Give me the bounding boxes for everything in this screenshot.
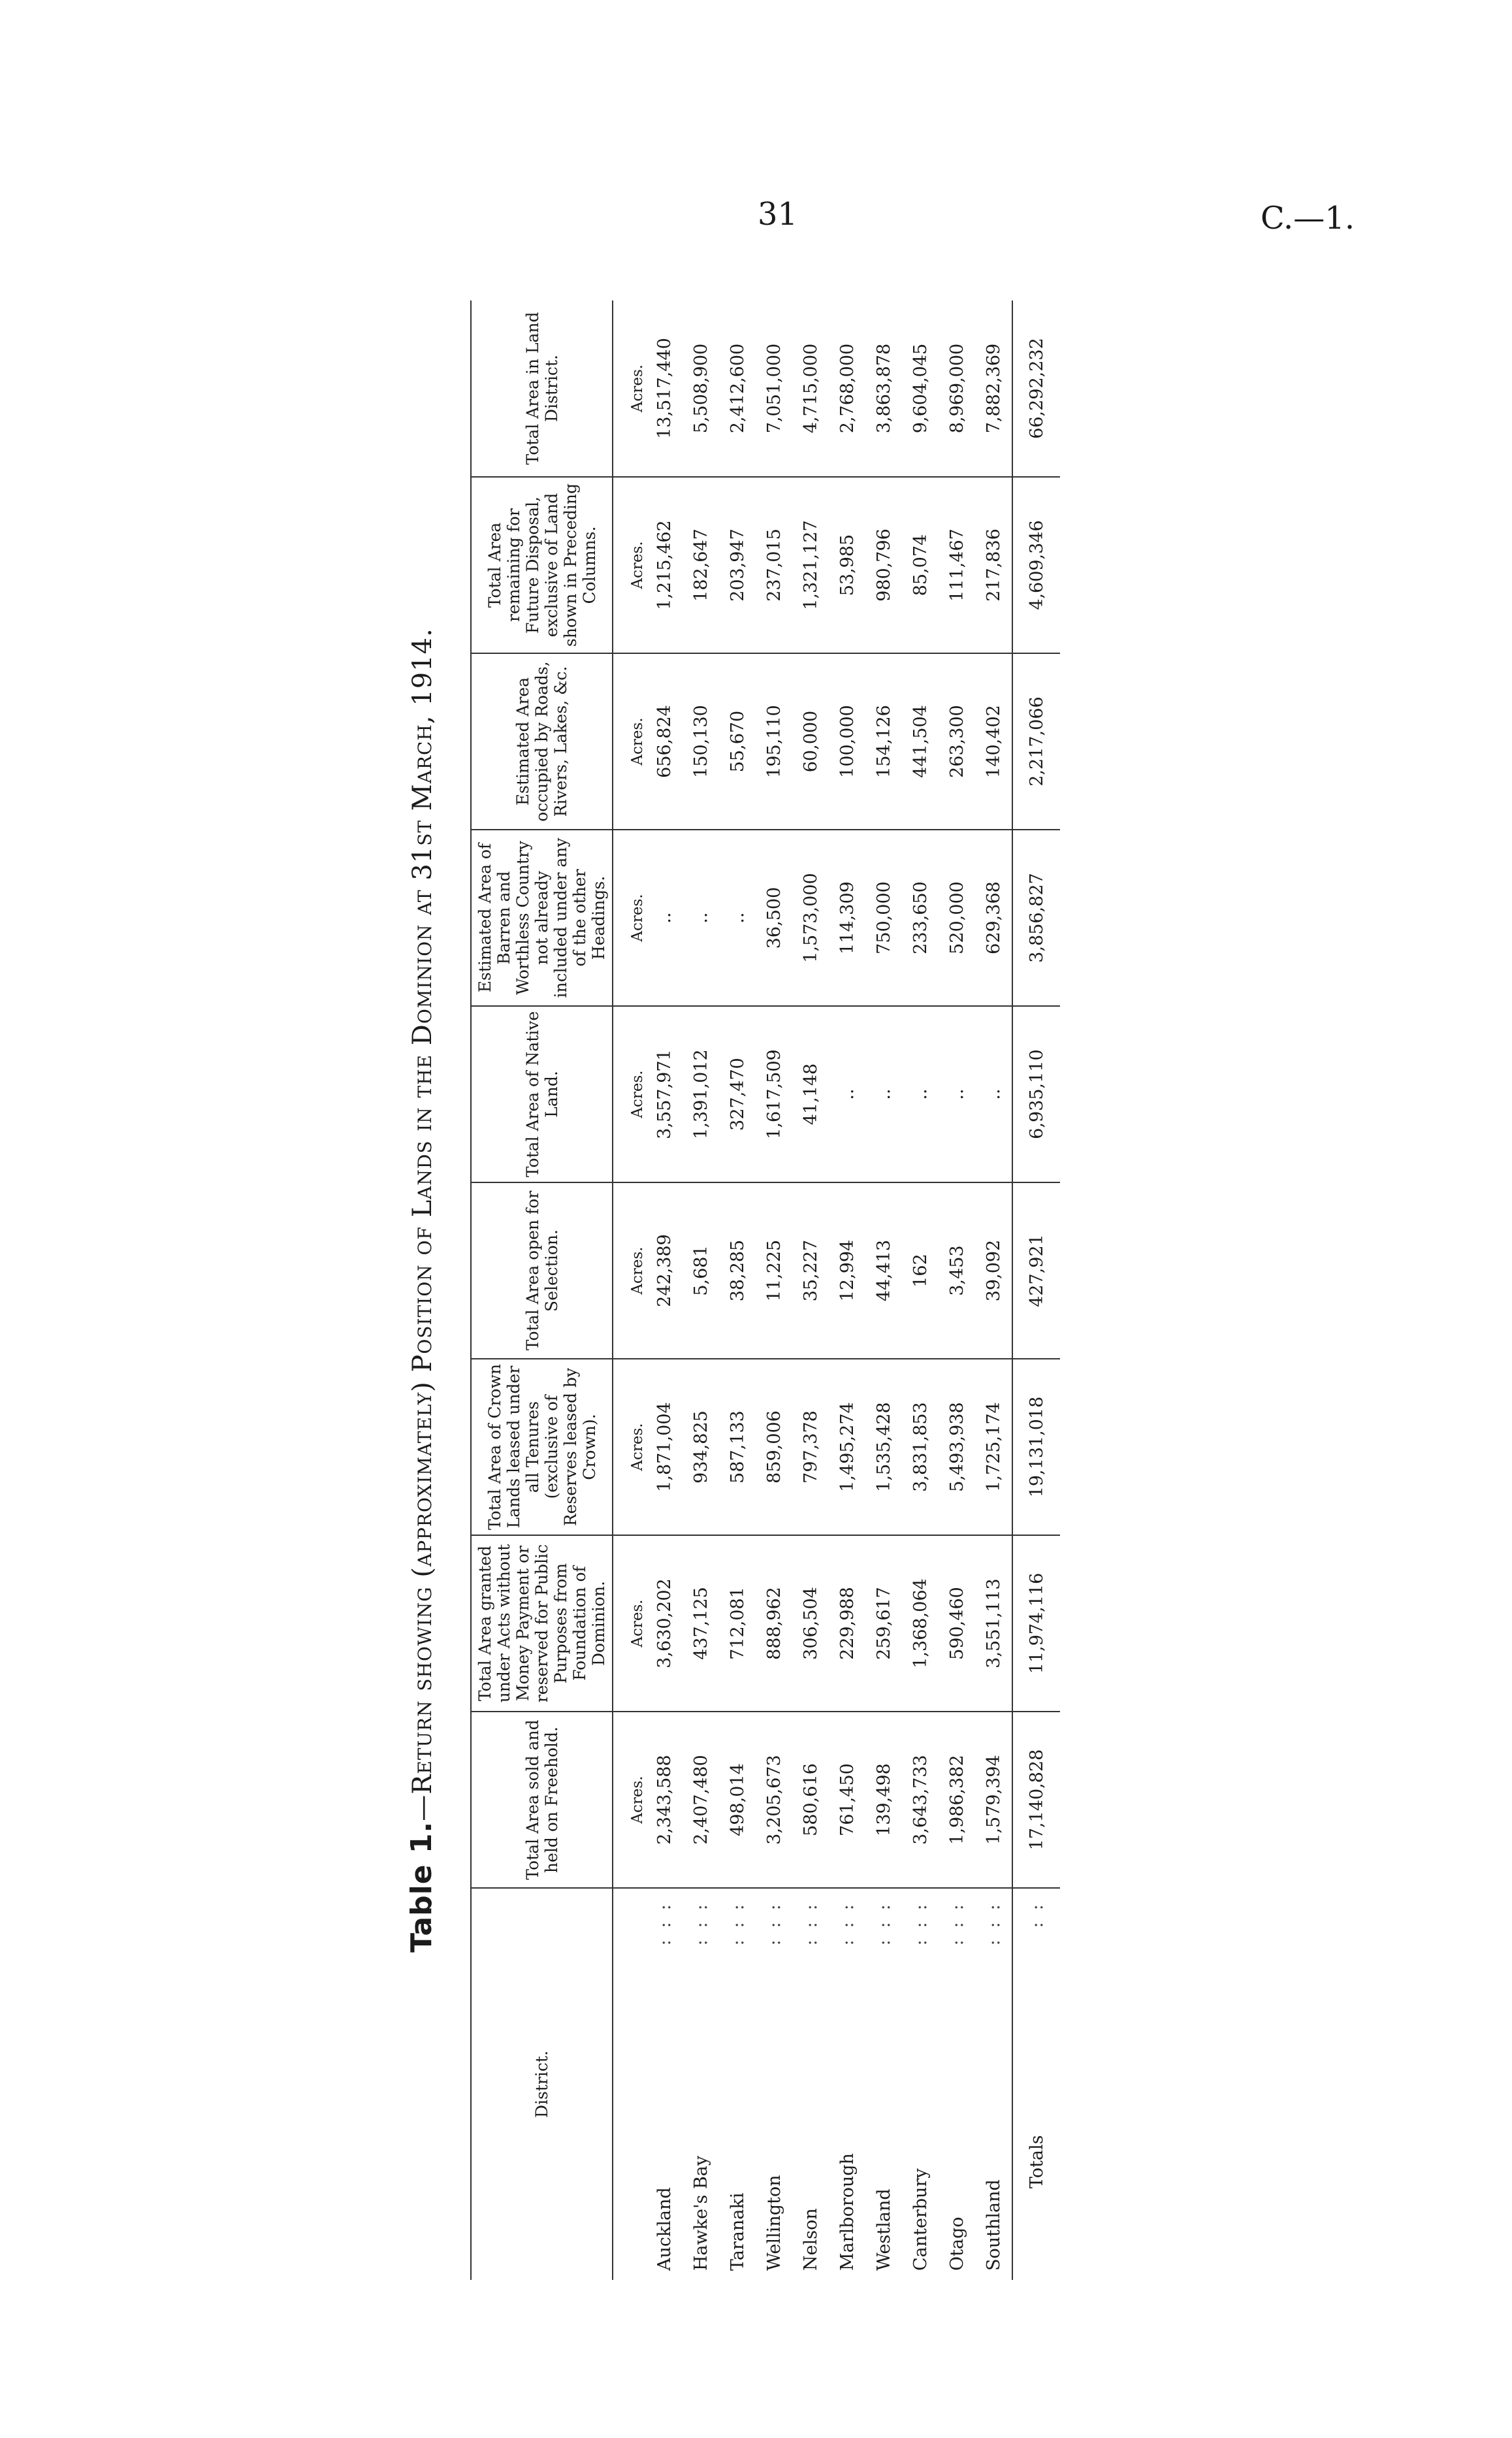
totals-row <box>1012 301 1060 2280</box>
unit-cell: Acres. <box>613 1535 646 1712</box>
value-cell: 1,986,382 <box>939 1712 975 1888</box>
value-cell: 8,969,000 <box>939 301 975 477</box>
value-cell: .. <box>829 1006 865 1182</box>
value-cell: 55,670 <box>719 653 756 830</box>
totals-label-text: Totals <box>1026 2135 1047 2188</box>
unit-cell: Acres. <box>613 301 646 477</box>
district-cell <box>719 1888 756 2280</box>
value-cell: 437,125 <box>683 1535 719 1712</box>
value-cell: 1,871,004 <box>646 1359 683 1535</box>
value-cell: 203,947 <box>719 477 756 653</box>
value-cell: .. <box>683 830 719 1006</box>
value-cell: 11,225 <box>756 1182 792 1359</box>
unit-cell <box>613 1888 646 2280</box>
value-cell: 441,504 <box>902 653 939 830</box>
unit-cell: Acres. <box>613 1359 646 1535</box>
value-cell: 5,508,900 <box>683 301 719 477</box>
value-cell: 140,402 <box>975 653 1012 830</box>
district-cell <box>865 1888 902 2280</box>
district-cell <box>939 1888 975 2280</box>
value-cell: 327,470 <box>719 1006 756 1182</box>
district-name: Nelson <box>800 2208 821 2271</box>
value-cell: 150,130 <box>683 653 719 830</box>
lands-table <box>470 301 1060 2280</box>
value-cell: 85,074 <box>902 477 939 653</box>
column-header: Total Area of Native Land. <box>471 1006 613 1182</box>
rotated-table-frame <box>405 301 1176 2280</box>
value-cell: 2,412,600 <box>719 301 756 477</box>
value-cell: 859,006 <box>756 1359 792 1535</box>
value-cell: 53,985 <box>829 477 865 653</box>
totals-label <box>1012 1888 1060 2280</box>
unit-cell: Acres. <box>613 830 646 1006</box>
value-cell: 39,092 <box>975 1182 1012 1359</box>
value-cell: 5,681 <box>683 1182 719 1359</box>
table-row <box>683 301 719 2280</box>
value-cell: .. <box>902 1006 939 1182</box>
value-cell: 2,768,000 <box>829 301 865 477</box>
table-label: Table 1. <box>405 1821 438 1953</box>
value-cell: 1,573,000 <box>792 830 829 1006</box>
total-cell: 3,856,827 <box>1012 830 1060 1006</box>
value-cell: 498,014 <box>719 1712 756 1888</box>
table-row <box>719 301 756 2280</box>
value-cell: 1,725,174 <box>975 1359 1012 1535</box>
column-header: Total Area sold and held on Freehold. <box>471 1712 613 1888</box>
table-row <box>902 301 939 2280</box>
table-row <box>756 301 792 2280</box>
district-name: Westland <box>873 2188 894 2271</box>
total-cell: 427,921 <box>1012 1182 1060 1359</box>
value-cell: 3,643,733 <box>902 1712 939 1888</box>
district-name: Canterbury <box>910 2168 931 2271</box>
leader-dots: ::: <box>690 1893 711 1946</box>
column-header: Total Area of Crown Lands leased under all Tenures (exclusive of Reserves leased by Crown). <box>471 1359 613 1535</box>
table-row <box>975 301 1012 2280</box>
value-cell: 162 <box>902 1182 939 1359</box>
value-cell: 259,617 <box>865 1535 902 1712</box>
value-cell: 217,836 <box>975 477 1012 653</box>
value-cell: 9,604,045 <box>902 301 939 477</box>
value-cell: 4,715,000 <box>792 301 829 477</box>
table-row <box>939 301 975 2280</box>
unit-cell: Acres. <box>613 477 646 653</box>
value-cell: 38,285 <box>719 1182 756 1359</box>
value-cell: 520,000 <box>939 830 975 1006</box>
value-cell: 797,378 <box>792 1359 829 1535</box>
value-cell: 750,000 <box>865 830 902 1006</box>
district-name: Otago <box>946 2217 967 2271</box>
value-cell: 3,551,113 <box>975 1535 1012 1712</box>
column-header: Total Area open for Selection. <box>471 1182 613 1359</box>
value-cell: 656,824 <box>646 653 683 830</box>
district-name: Auckland <box>654 2187 675 2271</box>
value-cell: 2,407,480 <box>683 1712 719 1888</box>
value-cell: 1,579,394 <box>975 1712 1012 1888</box>
leader-dots: ::: <box>983 1893 1004 1946</box>
total-cell: 2,217,066 <box>1012 653 1060 830</box>
column-header: District. <box>471 1888 613 2280</box>
value-cell: 182,647 <box>683 477 719 653</box>
value-cell: 587,133 <box>719 1359 756 1535</box>
district-cell <box>792 1888 829 2280</box>
value-cell: 100,000 <box>829 653 865 830</box>
table-caption: —Return showing (approximately) Position of Lands in the Dominion at 31st March, 1914. <box>408 628 438 1821</box>
value-cell: 1,617,509 <box>756 1006 792 1182</box>
value-cell: 114,309 <box>829 830 865 1006</box>
column-header: Total Area remaining for Future Disposal, exclusive of Land shown in Preceding Columns. <box>471 477 613 653</box>
value-cell: 306,504 <box>792 1535 829 1712</box>
value-cell: 263,300 <box>939 653 975 830</box>
value-cell: 154,126 <box>865 653 902 830</box>
district-cell <box>829 1888 865 2280</box>
value-cell: 3,557,971 <box>646 1006 683 1182</box>
value-cell: 7,882,369 <box>975 301 1012 477</box>
total-cell: 19,131,018 <box>1012 1359 1060 1535</box>
district-name: Southland <box>983 2179 1004 2271</box>
value-cell: 60,000 <box>792 653 829 830</box>
total-cell: 11,974,116 <box>1012 1535 1060 1712</box>
value-cell: 761,450 <box>829 1712 865 1888</box>
leader-dots: ::: <box>910 1893 931 1946</box>
value-cell: 229,988 <box>829 1535 865 1712</box>
value-cell: 139,498 <box>865 1712 902 1888</box>
leader-dots: ::: <box>727 1893 748 1946</box>
value-cell: 590,460 <box>939 1535 975 1712</box>
value-cell: 580,616 <box>792 1712 829 1888</box>
value-cell: 712,081 <box>719 1535 756 1712</box>
table-row <box>829 301 865 2280</box>
district-name: Taranaki <box>727 2192 748 2271</box>
value-cell: 980,796 <box>865 477 902 653</box>
district-cell <box>646 1888 683 2280</box>
value-cell: 3,205,673 <box>756 1712 792 1888</box>
value-cell: .. <box>939 1006 975 1182</box>
total-cell: 17,140,828 <box>1012 1712 1060 1888</box>
value-cell: 1,391,012 <box>683 1006 719 1182</box>
value-cell: 3,831,853 <box>902 1359 939 1535</box>
value-cell: .. <box>719 830 756 1006</box>
table-body <box>613 301 1060 2280</box>
column-header: Total Area granted under Acts without Money Payment or reserved for Public Purposes from Foundation of Dominion. <box>471 1535 613 1712</box>
column-header: Estimated Area occupied by Roads, Rivers, Lakes, &c. <box>471 653 613 830</box>
value-cell: 3,863,878 <box>865 301 902 477</box>
value-cell: 3,453 <box>939 1182 975 1359</box>
value-cell: 1,321,127 <box>792 477 829 653</box>
value-cell: 5,493,938 <box>939 1359 975 1535</box>
leader-dots: ::: <box>800 1893 821 1946</box>
unit-cell: Acres. <box>613 1712 646 1888</box>
leader-dots: ::: <box>654 1893 675 1946</box>
district-name: Hawke's Bay <box>690 2155 711 2271</box>
table-title <box>405 301 451 2280</box>
table-row <box>646 301 683 2280</box>
value-cell: 7,051,000 <box>756 301 792 477</box>
value-cell: .. <box>646 830 683 1006</box>
value-cell: 41,148 <box>792 1006 829 1182</box>
value-cell: 36,500 <box>756 830 792 1006</box>
value-cell: 111,467 <box>939 477 975 653</box>
document-code: C.—1. <box>1261 200 1355 236</box>
value-cell: 888,962 <box>756 1535 792 1712</box>
table-row <box>865 301 902 2280</box>
table-row <box>792 301 829 2280</box>
leader-dots: ::: <box>946 1893 967 1946</box>
page-number: 31 <box>758 196 798 233</box>
value-cell: 1,495,274 <box>829 1359 865 1535</box>
value-cell: 12,994 <box>829 1182 865 1359</box>
value-cell: 2,343,588 <box>646 1712 683 1888</box>
leader-dots: ::: <box>764 1893 784 1946</box>
value-cell: .. <box>865 1006 902 1182</box>
value-cell: 44,413 <box>865 1182 902 1359</box>
units-row <box>613 301 646 2280</box>
header-row <box>471 301 613 2280</box>
value-cell: 195,110 <box>756 653 792 830</box>
total-cell: 4,609,346 <box>1012 477 1060 653</box>
total-cell: 66,292,232 <box>1012 301 1060 477</box>
value-cell: .. <box>975 1006 1012 1182</box>
leader-dots: ::: <box>873 1893 894 1946</box>
district-name: Wellington <box>764 2175 784 2271</box>
value-cell: 13,517,440 <box>646 301 683 477</box>
district-cell <box>975 1888 1012 2280</box>
column-header: Total Area in Land District. <box>471 301 613 477</box>
district-cell <box>756 1888 792 2280</box>
value-cell: 1,368,064 <box>902 1535 939 1712</box>
district-name: Marlborough <box>837 2153 858 2271</box>
leader-dots: ::: <box>837 1893 858 1946</box>
value-cell: 3,630,202 <box>646 1535 683 1712</box>
district-cell <box>902 1888 939 2280</box>
value-cell: 35,227 <box>792 1182 829 1359</box>
unit-cell: Acres. <box>613 1182 646 1359</box>
unit-cell: Acres. <box>613 653 646 830</box>
value-cell: 233,650 <box>902 830 939 1006</box>
value-cell: 1,535,428 <box>865 1359 902 1535</box>
value-cell: 629,368 <box>975 830 1012 1006</box>
value-cell: 934,825 <box>683 1359 719 1535</box>
column-header: Estimated Area of Barren and Worthless Country not already included under any of the other Headings. <box>471 830 613 1006</box>
district-cell <box>683 1888 719 2280</box>
total-cell: 6,935,110 <box>1012 1006 1060 1182</box>
value-cell: 242,389 <box>646 1182 683 1359</box>
value-cell: 1,215,462 <box>646 477 683 653</box>
value-cell: 237,015 <box>756 477 792 653</box>
leader-dots: :: <box>1026 1893 1047 1928</box>
unit-cell: Acres. <box>613 1006 646 1182</box>
